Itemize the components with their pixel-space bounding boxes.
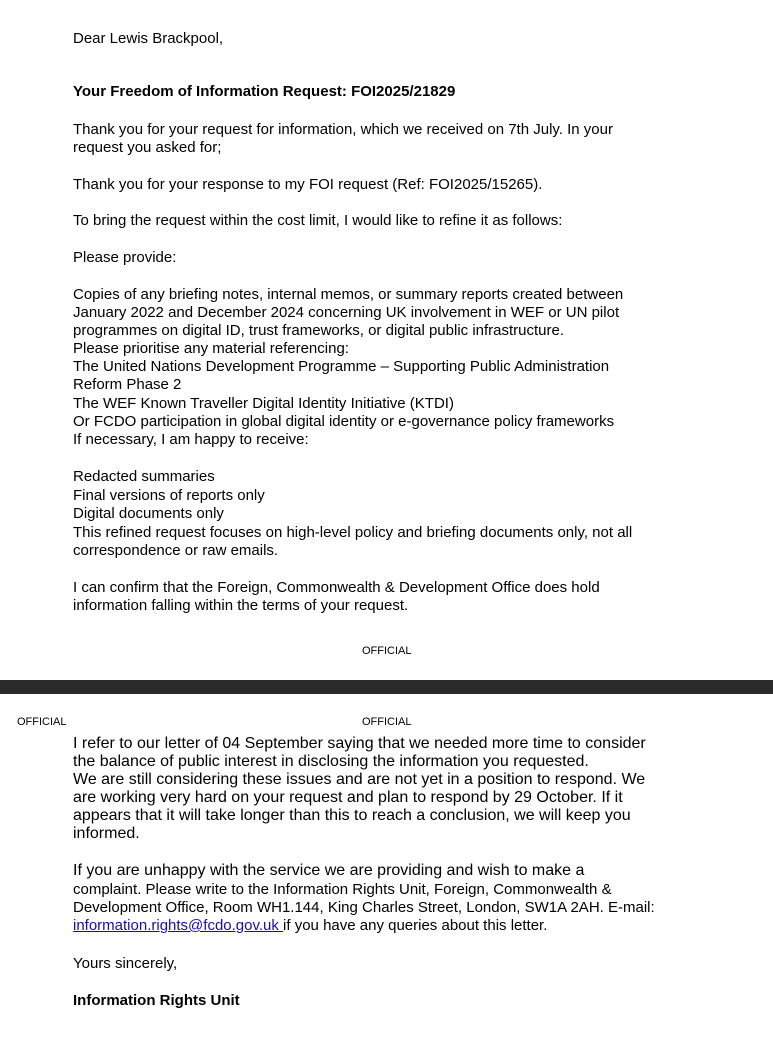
complaint-line: Development Office, Room WH1.144, King Charles Street, London, SW1A 2AH. E-mail: — [73, 899, 655, 916]
detail-line: Or FCDO participation in global digital identity or e-governance policy frameworks — [73, 413, 615, 430]
receive-line: Redacted summaries — [73, 468, 215, 485]
subject-heading: Your Freedom of Information Request: FOI2025/21829 — [73, 83, 456, 100]
update-line: informed. — [73, 825, 140, 842]
detail-line: January 2022 and December 2024 concerning UK involvement in WEF or UN pilot — [73, 304, 620, 321]
intro-line-1: Thank you for your request for information, which we received on 7th July. In your — [73, 121, 613, 138]
security-marking-left: OFFICIAL — [17, 716, 67, 728]
security-marking-footer: OFFICIAL — [362, 645, 412, 657]
detail-line: programmes on digital ID, trust frameworks, or digital public infrastructure. — [73, 322, 565, 339]
signoff: Yours sincerely, — [73, 955, 178, 972]
detail-line: The United Nations Development Programme – Supporting Public Administration — [73, 358, 610, 375]
receive-line: Digital documents only — [73, 505, 224, 522]
complaint-line: complaint. Please write to the Information Rights Unit, Foreign, Commonwealth & — [73, 881, 612, 898]
letter-page-2 — [0, 694, 773, 1050]
detail-line: The WEF Known Traveller Digital Identity Initiative (KTDI) — [73, 395, 454, 412]
email-suffix: if you have any queries about this letter. — [283, 917, 548, 934]
update-line: are working very hard on your request and plan to respond by 29 October. If it — [73, 789, 623, 806]
security-marking-header: OFFICIAL — [362, 716, 412, 728]
confirm-line: I can confirm that the Foreign, Commonwealth & Development Office does hold — [73, 579, 600, 596]
detail-line: Reform Phase 2 — [73, 376, 182, 393]
update-line: We are still considering these issues and are not yet in a position to respond. We — [73, 771, 646, 788]
detail-line: If necessary, I am happy to receive: — [73, 431, 309, 448]
detail-line: Please prioritise any material referencing: — [73, 340, 349, 357]
page-separator — [0, 680, 773, 694]
detail-line: Copies of any briefing notes, internal memos, or summary reports created between — [73, 286, 624, 303]
email-link[interactable]: information.rights@fcdo.gov.uk — [73, 917, 284, 934]
email-line — [73, 917, 547, 935]
update-line: the balance of public interest in disclosing the information you requested. — [73, 753, 589, 770]
receive-line: Final versions of reports only — [73, 487, 265, 504]
please-provide: Please provide: — [73, 249, 177, 266]
salutation: Dear Lewis Brackpool, — [73, 30, 224, 47]
intro-line-2: request you asked for; — [73, 139, 222, 156]
update-line: appears that it will take longer than this to reach a conclusion, we will keep you — [73, 807, 631, 824]
receive-line: correspondence or raw emails. — [73, 542, 279, 559]
confirm-line: information falling within the terms of your request. — [73, 597, 409, 614]
signature: Information Rights Unit — [73, 992, 240, 1009]
refine-statement: To bring the request within the cost limit, I would like to refine it as follows: — [73, 212, 563, 229]
request-reference: Thank you for your response to my FOI request (Ref: FOI2025/15265). — [73, 176, 543, 193]
update-line: I refer to our letter of 04 September saying that we needed more time to consider — [73, 735, 646, 752]
receive-line: This refined request focuses on high-level policy and briefing documents only, not all — [73, 524, 633, 541]
complaint-line: If you are unhappy with the service we are providing and wish to make a — [73, 862, 585, 879]
